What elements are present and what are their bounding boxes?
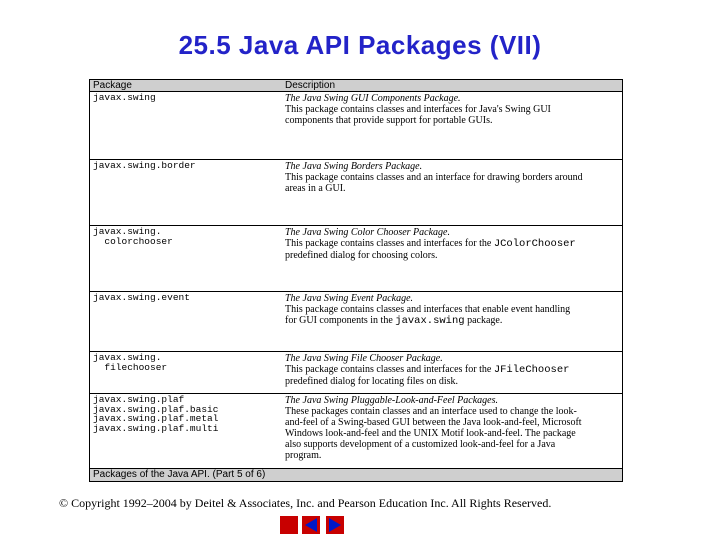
- description-line: predefined dialog for locating files on disk.: [285, 376, 459, 387]
- package-table: [89, 79, 623, 482]
- slide-title: 25.5 Java API Packages (VII): [178, 30, 542, 60]
- caption-text: Packages of the Java API. (Part 5 of 6): [93, 469, 266, 480]
- home-button[interactable]: [280, 516, 298, 534]
- description-text: This package contains classes and interfaces for the: [285, 364, 492, 375]
- table-caption: [90, 468, 622, 481]
- description-line: also supports development of a customized look-and-feel for a Java: [285, 439, 556, 450]
- description-line: components that provide support for portable GUIs.: [285, 115, 493, 126]
- arrow-right-icon: [329, 518, 341, 532]
- class-name: javax.swing: [395, 315, 465, 327]
- package-description: [285, 93, 621, 126]
- package-title: The Java Swing File Chooser Package.: [285, 353, 443, 364]
- description-line: This package contains classes and interfaces that enable event handling: [285, 304, 571, 315]
- description-line: [285, 315, 621, 327]
- table-row: [90, 92, 622, 160]
- previous-slide-button[interactable]: [302, 516, 320, 534]
- description-line: and-feel of a Swing-based GUI between the Java look-and-feel, Microsoft: [285, 417, 582, 428]
- table-header: [90, 80, 622, 92]
- table-row: [90, 160, 622, 226]
- class-name: JColorChooser: [493, 238, 576, 250]
- copyright-notice: © Copyright 1992–2004 by Deitel & Associates, Inc. and Pearson Education Inc. All Rights Reserved.: [59, 496, 552, 510]
- package-title: The Java Swing Pluggable-Look-and-Feel Packages.: [285, 395, 498, 406]
- column-header-description: Description: [285, 80, 336, 91]
- package-title: The Java Swing GUI Components Package.: [285, 93, 461, 104]
- package-name: javax.swing. filechooser: [93, 352, 168, 373]
- package-title: The Java Swing Color Chooser Package.: [285, 227, 450, 238]
- table-row: [90, 352, 622, 394]
- package-name: javax.swing.plaf javax.swing.plaf.basic javax.swing.plaf.metal javax.swing.plaf.multi: [93, 394, 219, 434]
- package-description: [285, 395, 621, 461]
- description-line: program.: [285, 450, 322, 461]
- description-line: Windows look-and-feel and the UNIX Motif look-and-feel. The package: [285, 428, 576, 439]
- package-description: [285, 227, 621, 261]
- table-row: [90, 226, 622, 292]
- arrow-left-icon: [305, 518, 317, 532]
- description-text: for GUI components in the: [285, 315, 393, 326]
- description-line: [285, 238, 621, 250]
- description-text: This package contains classes and interfaces for the: [285, 238, 492, 249]
- next-slide-button[interactable]: [326, 516, 344, 534]
- class-name: JFileChooser: [493, 364, 570, 376]
- package-name: javax.swing.event: [93, 292, 190, 303]
- package-description: [285, 161, 621, 194]
- package-name: javax.swing.border: [93, 160, 196, 171]
- package-title: The Java Swing Event Package.: [285, 293, 414, 304]
- package-title: The Java Swing Borders Package.: [285, 161, 423, 172]
- table-row: [90, 394, 622, 470]
- package-name: javax.swing. colorchooser: [93, 226, 173, 247]
- package-name: javax.swing: [93, 92, 156, 103]
- package-description: [285, 353, 621, 387]
- description-line: These packages contain classes and an interface used to change the look-: [285, 406, 577, 417]
- description-line: This package contains classes and an interface for drawing borders around: [285, 172, 583, 183]
- description-text: package.: [467, 315, 503, 326]
- description-line: areas in a GUI.: [285, 183, 346, 194]
- table-row: [90, 292, 622, 352]
- description-line: [285, 364, 621, 376]
- description-line: This package contains classes and interfaces for Java's Swing GUI: [285, 104, 551, 115]
- description-line: predefined dialog for choosing colors.: [285, 250, 438, 261]
- package-description: [285, 293, 621, 327]
- column-header-package: Package: [93, 80, 132, 91]
